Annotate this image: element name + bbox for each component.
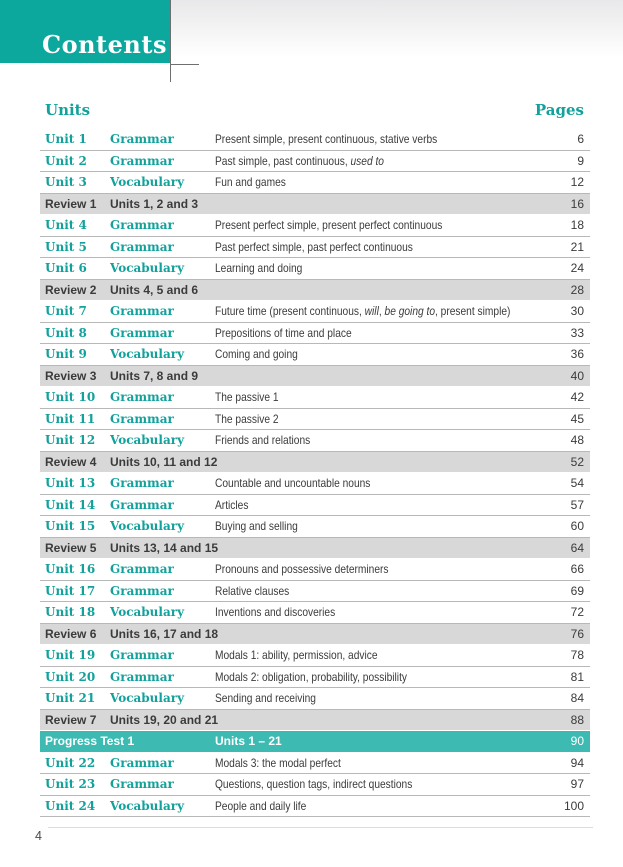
page-number: 48	[570, 433, 584, 448]
toc-row-review	[40, 194, 590, 216]
toc-row-review	[40, 280, 590, 302]
topic-text	[215, 498, 548, 512]
page-number: 69	[570, 583, 584, 598]
page-number: 9	[577, 153, 584, 168]
topic-segment: Past simple, past continuous,	[215, 153, 351, 168]
toc-row-unit	[40, 688, 590, 710]
page-number: 64	[570, 540, 584, 555]
topic-segment: Pronouns and possessive determiners	[215, 562, 389, 577]
page-number: 72	[570, 605, 584, 620]
topic-text	[215, 175, 548, 189]
toc-row-unit	[40, 559, 590, 581]
review-units-span: Units 16, 17 and 18	[110, 626, 219, 641]
unit-label-text: Unit 12	[45, 433, 96, 448]
topic-segment: Learning and doing	[215, 261, 303, 276]
topic-segment: Articles	[215, 497, 249, 512]
category-label	[110, 132, 215, 146]
topic-text	[215, 390, 548, 404]
topic-segment: The passive 2	[215, 411, 279, 426]
topic-text-inner	[215, 519, 298, 533]
page-number: 24	[570, 261, 584, 276]
topic-text	[215, 756, 548, 770]
topic-text-inner	[215, 584, 289, 598]
topic-segment: Prepositions of time and place	[215, 325, 352, 340]
category-label	[110, 670, 215, 684]
category-label-text: Vocabulary	[110, 261, 185, 276]
topic-segment: Modals 1: ability, permission, advice	[215, 648, 378, 663]
topic-segment: Relative clauses	[215, 583, 290, 598]
review-label: Review 4	[45, 454, 97, 469]
topic-segment: Future time (present continuous,	[215, 304, 365, 319]
topic-segment: Countable and uncountable nouns	[215, 476, 371, 491]
toc-row-review	[40, 366, 590, 388]
category-label	[110, 326, 215, 340]
topic-segment: Modals 3: the modal perfect	[215, 755, 341, 770]
page-number: 90	[570, 734, 584, 749]
topic-text	[215, 132, 548, 146]
unit-label	[40, 390, 110, 404]
category-label-text: Vocabulary	[110, 175, 185, 190]
toc-row-unit	[40, 495, 590, 517]
page-number: 21	[570, 239, 584, 254]
category-label-text: Vocabulary	[110, 347, 185, 362]
category-label	[110, 691, 215, 705]
toc-row-unit	[40, 645, 590, 667]
topic-segment: Present simple, present continuous, stative verbs	[215, 132, 438, 147]
category-label	[110, 605, 215, 619]
unit-label-text: Unit 20	[45, 669, 96, 684]
topic-text-inner	[215, 605, 335, 619]
unit-label	[40, 648, 110, 662]
topic-text	[215, 691, 548, 705]
topic-segment: Inventions and discoveries	[215, 605, 336, 620]
page-title: Contents	[42, 30, 167, 59]
category-label-text: Grammar	[110, 132, 174, 147]
topic-text-inner	[215, 799, 306, 813]
contents-title-banner	[0, 0, 170, 63]
page-number: 33	[570, 325, 584, 340]
unit-label-text: Unit 16	[45, 562, 96, 577]
unit-label-text: Unit 21	[45, 691, 96, 706]
unit-label	[40, 326, 110, 340]
category-label	[110, 799, 215, 813]
toc-row-unit	[40, 301, 590, 323]
page-number: 40	[570, 368, 584, 383]
category-label	[110, 498, 215, 512]
topic-text	[215, 670, 548, 684]
toc-row-review	[40, 624, 590, 646]
unit-label-text: Unit 5	[45, 239, 87, 254]
unit-label-text: Unit 18	[45, 605, 96, 620]
page-number: 57	[570, 497, 584, 512]
progress-label: Progress Test 1	[45, 734, 135, 749]
unit-label	[40, 691, 110, 705]
topic-text	[215, 584, 548, 598]
review-units-span: Units 10, 11 and 12	[110, 454, 218, 469]
category-label-text: Grammar	[110, 411, 174, 426]
toc-row-unit	[40, 409, 590, 431]
toc-row-unit	[40, 172, 590, 194]
unit-label	[40, 498, 110, 512]
review-units-span: Units 1, 2 and 3	[110, 196, 199, 211]
topic-text	[215, 519, 548, 533]
category-label	[110, 584, 215, 598]
unit-label	[40, 218, 110, 232]
topic-text-inner	[215, 476, 370, 490]
unit-label-text: Unit 8	[45, 325, 87, 340]
category-label-text: Grammar	[110, 325, 174, 340]
topic-segment: Friends and relations	[215, 433, 311, 448]
category-label-text: Grammar	[110, 239, 174, 254]
topic-text	[215, 261, 548, 275]
toc-row-unit	[40, 344, 590, 366]
page-number: 12	[570, 175, 584, 190]
toc-row-unit	[40, 151, 590, 173]
category-label-text: Vocabulary	[110, 605, 185, 620]
category-label	[110, 261, 215, 275]
topic-text	[215, 347, 548, 361]
topic-segment: The passive 1	[215, 390, 279, 405]
toc-row-unit	[40, 387, 590, 409]
toc-row-unit	[40, 473, 590, 495]
unit-label-text: Unit 22	[45, 755, 96, 770]
topic-text	[215, 154, 548, 168]
topic-segment: Questions, question tags, indirect questions	[215, 777, 413, 792]
topic-segment: used to	[350, 153, 384, 168]
unit-label	[40, 777, 110, 791]
unit-label	[40, 132, 110, 146]
page-number: 88	[570, 712, 584, 727]
review-label: Review 5	[45, 540, 97, 555]
page-number: 36	[570, 347, 584, 362]
unit-label-text: Unit 23	[45, 777, 96, 792]
toc-row-unit	[40, 215, 590, 237]
topic-segment: will	[364, 304, 379, 319]
category-label-text: Vocabulary	[110, 519, 185, 534]
review-label: Review 7	[45, 712, 97, 727]
topic-segment: Present perfect simple, present perfect continuous	[215, 218, 443, 233]
toc-row-unit	[40, 129, 590, 151]
topic-text-inner	[215, 756, 341, 770]
topic-segment: Buying and selling	[215, 519, 298, 534]
toc-row-unit	[40, 753, 590, 775]
category-label-text: Vocabulary	[110, 691, 185, 706]
category-label-text: Grammar	[110, 669, 174, 684]
category-label-text: Grammar	[110, 153, 174, 168]
category-label	[110, 648, 215, 662]
category-label-text: Grammar	[110, 476, 174, 491]
topic-text	[215, 562, 548, 576]
toc-row-unit	[40, 667, 590, 689]
topic-segment: , present simple)	[435, 304, 511, 319]
unit-label-text: Unit 6	[45, 261, 87, 276]
unit-label	[40, 175, 110, 189]
unit-label	[40, 154, 110, 168]
topic-text-inner	[215, 670, 407, 684]
unit-label	[40, 562, 110, 576]
review-label: Review 2	[45, 282, 97, 297]
review-label: Review 1	[45, 196, 97, 211]
page-number-footer: 4	[35, 829, 42, 843]
topic-text-inner	[215, 261, 302, 275]
category-label	[110, 412, 215, 426]
topic-text-inner	[215, 777, 412, 791]
category-label	[110, 347, 215, 361]
category-label-text: Grammar	[110, 777, 174, 792]
unit-label	[40, 347, 110, 361]
column-header-pages: Pages	[534, 101, 584, 119]
page-number: 97	[570, 777, 584, 792]
toc-rows	[40, 129, 590, 817]
toc-row-review	[40, 710, 590, 732]
category-label	[110, 777, 215, 791]
category-label	[110, 433, 215, 447]
category-label	[110, 756, 215, 770]
unit-label-text: Unit 2	[45, 153, 87, 168]
page-number: 28	[570, 282, 584, 297]
toc-row-unit	[40, 323, 590, 345]
category-label-text: Grammar	[110, 583, 174, 598]
toc-row-unit	[40, 796, 590, 818]
toc-row-progress	[40, 731, 590, 753]
topic-text-inner	[215, 218, 442, 232]
category-label	[110, 175, 215, 189]
toc-row-unit	[40, 237, 590, 259]
unit-label-text: Unit 4	[45, 218, 87, 233]
progress-units-span: Units 1 – 21	[215, 734, 282, 749]
topic-segment: Coming and going	[215, 347, 298, 362]
unit-label	[40, 756, 110, 770]
page-number: 94	[570, 755, 584, 770]
unit-label	[40, 240, 110, 254]
page-number: 52	[570, 454, 584, 469]
page-number: 6	[577, 132, 584, 147]
page-number: 66	[570, 562, 584, 577]
unit-label-text: Unit 1	[45, 132, 87, 147]
topic-segment: People and daily life	[215, 798, 307, 813]
topic-text-inner	[215, 498, 248, 512]
category-label-text: Vocabulary	[110, 433, 185, 448]
review-units-span: Units 13, 14 and 15	[110, 540, 219, 555]
category-label-text: Grammar	[110, 755, 174, 770]
topic-text	[215, 648, 548, 662]
topic-text-inner	[215, 648, 378, 662]
unit-label	[40, 584, 110, 598]
review-units-span: Units 4, 5 and 6	[110, 282, 199, 297]
page-number: 76	[570, 626, 584, 641]
toc-row-unit	[40, 602, 590, 624]
unit-label	[40, 799, 110, 813]
topic-text-inner	[215, 347, 298, 361]
topic-text	[215, 777, 548, 791]
unit-label	[40, 476, 110, 490]
topic-text	[215, 218, 548, 232]
review-label: Review 6	[45, 626, 97, 641]
category-label-text: Vocabulary	[110, 798, 185, 813]
topic-text-inner	[215, 240, 413, 254]
toc-row-unit	[40, 258, 590, 280]
toc-row-review	[40, 452, 590, 474]
topic-text-inner	[215, 390, 279, 404]
topic-text-inner	[215, 326, 352, 340]
page-number: 42	[570, 390, 584, 405]
topic-text-inner	[215, 175, 286, 189]
category-label	[110, 154, 215, 168]
topic-text-inner	[215, 433, 310, 447]
category-label	[110, 240, 215, 254]
page-number: 54	[570, 476, 584, 491]
topic-text	[215, 240, 548, 254]
unit-label-text: Unit 9	[45, 347, 87, 362]
topic-text	[215, 476, 548, 490]
page-number: 16	[570, 196, 584, 211]
topic-text	[215, 799, 548, 813]
category-label	[110, 218, 215, 232]
review-units-span: Units 7, 8 and 9	[110, 368, 199, 383]
topic-text-inner	[215, 304, 510, 318]
topic-text-inner	[215, 691, 316, 705]
topic-text	[215, 304, 548, 318]
toc-row-review	[40, 538, 590, 560]
topic-text-inner	[215, 154, 384, 168]
category-label-text: Grammar	[110, 648, 174, 663]
topic-segment: be going to	[384, 304, 436, 319]
review-label: Review 3	[45, 368, 97, 383]
page-number: 30	[570, 304, 584, 319]
category-label	[110, 476, 215, 490]
toc-row-unit	[40, 516, 590, 538]
unit-label	[40, 412, 110, 426]
category-label	[110, 304, 215, 318]
column-header-units: Units	[45, 101, 91, 119]
page-number: 78	[570, 648, 584, 663]
topic-text	[215, 326, 548, 340]
page-number: 84	[570, 691, 584, 706]
category-label-text: Grammar	[110, 497, 174, 512]
unit-label	[40, 261, 110, 275]
page-edge-gradient	[170, 0, 623, 57]
category-label-text: Grammar	[110, 218, 174, 233]
category-label-text: Grammar	[110, 390, 174, 405]
toc-row-unit	[40, 430, 590, 452]
table-column-headers	[40, 101, 590, 119]
topic-segment: Modals 2: obligation, probability, possibility	[215, 669, 408, 684]
unit-label-text: Unit 15	[45, 519, 96, 534]
page-number: 18	[570, 218, 584, 233]
category-label	[110, 390, 215, 404]
category-label-text: Grammar	[110, 304, 174, 319]
topic-text-inner	[215, 412, 279, 426]
topic-segment: ,	[378, 304, 385, 319]
review-units-span: Units 19, 20 and 21	[110, 712, 219, 727]
topic-text-inner	[215, 132, 437, 146]
topic-text	[215, 605, 548, 619]
crop-mark-vertical	[170, 0, 171, 82]
crop-mark-horizontal	[170, 64, 199, 65]
page-number: 45	[570, 411, 584, 426]
topic-text	[215, 433, 548, 447]
topic-segment: Sending and receiving	[215, 691, 316, 706]
unit-label-text: Unit 14	[45, 497, 96, 512]
page-number: 60	[570, 519, 584, 534]
unit-label-text: Unit 3	[45, 175, 87, 190]
category-label	[110, 519, 215, 533]
unit-label-text: Unit 19	[45, 648, 96, 663]
unit-label	[40, 519, 110, 533]
unit-label	[40, 605, 110, 619]
page-number: 81	[570, 669, 584, 684]
unit-label	[40, 304, 110, 318]
category-label-text: Grammar	[110, 562, 174, 577]
unit-label-text: Unit 10	[45, 390, 96, 405]
topic-text	[215, 412, 548, 426]
unit-label-text: Unit 7	[45, 304, 87, 319]
page-number: 100	[563, 798, 584, 813]
unit-label-text: Unit 11	[45, 411, 96, 426]
unit-label-text: Unit 17	[45, 583, 96, 598]
topic-segment: Fun and games	[215, 175, 286, 190]
unit-label-text: Unit 13	[45, 476, 96, 491]
unit-label	[40, 670, 110, 684]
topic-segment: Past perfect simple, past perfect continuous	[215, 239, 413, 254]
unit-label-text: Unit 24	[45, 798, 96, 813]
toc-row-unit	[40, 774, 590, 796]
footer-divider	[48, 827, 593, 828]
topic-text-inner	[215, 562, 389, 576]
category-label	[110, 562, 215, 576]
toc-row-unit	[40, 581, 590, 603]
unit-label	[40, 433, 110, 447]
